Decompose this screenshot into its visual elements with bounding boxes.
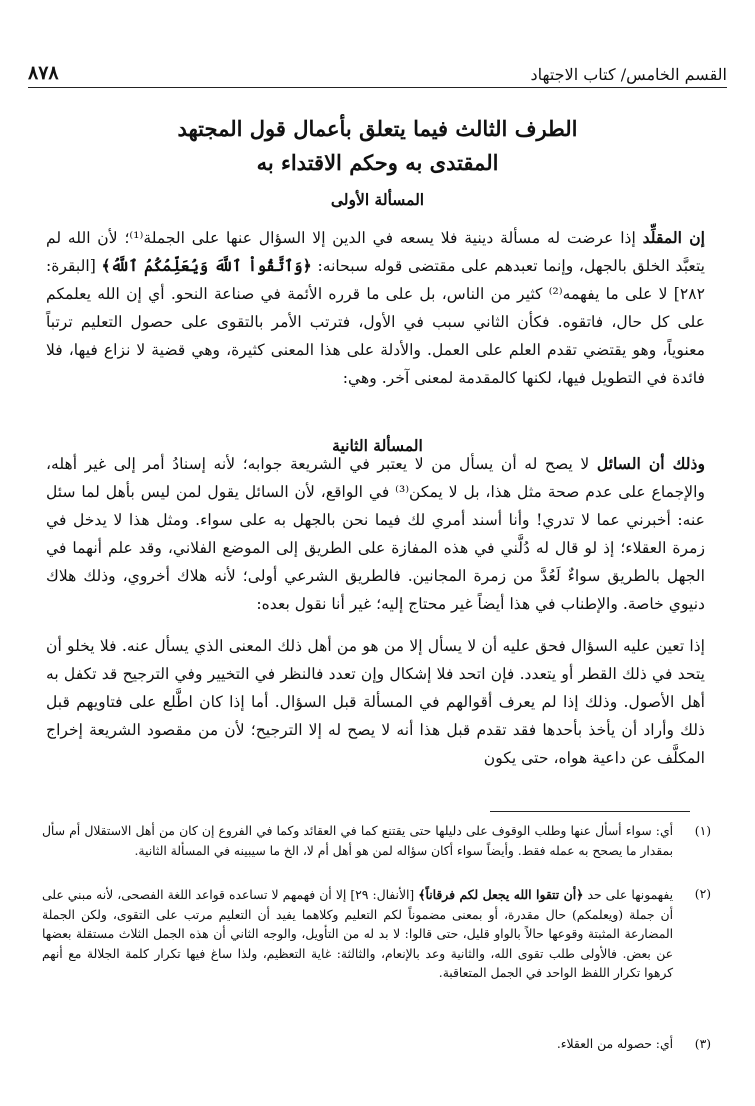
footnote-2-text-b: [الأنفال: ٢٩] إلا أن فهمهم لا تساعده قواعد اللغة الفصحى، لأنه مبني على أن جملة (ويعلمكم) حال مقدرة، أو بمعنى مضموناً لكم التعليم وكلاهما يفيد أن التعليم مرتب على التقوى، ولكن الجملة المضارعة المثبتة وقوعها حالاً بالواو قليل، حتى قالوا: لا بد له من التأويل، والوجه الثاني أن هذه الجمل الثلاث مستقلة بعضها عن بعض. فالأولى طلب تقوى الله، والثانية وعد بالإنعام، والثالثة: غاية التعظيم، ولذا ساغ فيها تكرار كلمة الجلالة مع أنهم كرهوا تكرار اللفظ الواحد في الجمل المتعاقبة. [42, 888, 673, 980]
question-2-paragraph-1 [46, 450, 705, 618]
footnote-3 [42, 1035, 711, 1055]
footnote-1 [42, 822, 711, 861]
footnote-text [42, 885, 673, 984]
chapter-title-line-1: الطرف الثالث فيما يتعلق بأعمال قول المجتهد [177, 116, 578, 141]
footnote-2 [42, 885, 711, 984]
footnote-2-quran: ﴿أن تتقوا الله يجعل لكم فرقاناً﴾ [418, 887, 584, 902]
question-1-text-b: [البقرة: ٢٨٢] لا على ما يفهمه⁽²⁾ كثير من الناس، بل على ما قرره الأئمة في صناعة النحو. أي إن الله يعلمكم على كل حال، فاتقوه. فكأن الثاني سبب في الأول، فترتب الأمر بالتقوى على حصول التعليم ترتباً معنوياً، وهو يقتضي تقدم العلم على العمل. والأدلة على هذا المعنى كثيرة، وهي قضية لا نزاع فيها، فلا فائدة في التطويل فيها، لكنها كالمقدمة لمعنى آخر. وهي: [46, 257, 706, 387]
running-head-section: القسم الخامس/ كتاب الاجتهاد [530, 65, 727, 84]
footnote-number: (١) [694, 824, 711, 838]
question-2-text-a: لا يصح له أن يسأل من لا يعتبر في الشريعة جوابه؛ لأنه إسنادُ أمر إلى غير أهله، والإجماع على عدم صحة مثل هذا، بل لا يمكن⁽³⁾ في الواقع، لأن السائل يقول لمن ليس بأهل لما سئل عنه: أخبرني عما لا تدري! وأنا أسند أمري لك فيما نحن بالجهل به على سواء. ومثل هذا لا يدخل في زمرة العقلاء؛ إذ لو قال له دُلَّني في هذه المفازة على الطريق إلى الموضع الفلاني، وقد علم أنهما في الجهل بالطريق سواءٌ لَعُدَّ من زمرة المجانين. فالطريق الشرعي أولى؛ لأنه هلاك أخروي، وذلك هلاك دنيوي خاصة. والإطناب في هذا أيضاً غير محتاج إليه؛ غير أنا نقول بعده: [46, 455, 705, 613]
page-header [28, 54, 727, 88]
question-1-lead: إن المقلِّد [642, 228, 705, 247]
question-1-paragraph [46, 224, 705, 392]
page-number: ٨٧٨ [28, 62, 59, 84]
footnote-number: (٣) [694, 1037, 711, 1051]
chapter-title [60, 112, 695, 180]
footnote-text: أي: سواء أسأل عنها وطلب الوقوف على دليلها حتى يقتنع كما في العقائد وكما في الفروع إن كان من أهل الاستقلال أم سأل بمقدار ما يصحح به عمله فقط. وأيضاً سواء أكان سؤاله لمن هو أهل أم لا، الخ ما سيبينه في المسألة الثانية. [42, 824, 673, 858]
question-1-title: المسألة الأولى [330, 190, 425, 209]
quran-verse: ﴿وَٱتَّقُواْ ٱللَّهَ وَيُعَلِّمُكُمُ ٱللَّهُ﴾ [101, 256, 312, 275]
chapter-title-line-2: المقتدى به وحكم الاقتداء به [256, 150, 499, 175]
question-2-lead: وذلك أن السائل [596, 454, 706, 473]
footnote-2-text-a: يفهمونها على حد [583, 888, 673, 902]
question-2-paragraph-2: إذا تعين عليه السؤال فحق عليه أن لا يسأل إلا من هو من أهل ذلك المعنى الذي يسأل عنه. فلا يخلو أن يتحد في ذلك القطر أو يتعدد. فإن اتحد فلا إشكال وإن تعدد فالنظر في التخيير وفي الترجيح قد تكفل به أهل الأصول. وذلك إذا لم يعرف أقوالهم في المسألة قبل السؤال. أما إذا كان اطَّلع على فتاويهم قبل ذلك وأراد أن يأخذ بأحدها فقد تقدم قبل هذا أنه لا يصح له إلا الترجيح؛ لأن من مقصود الشريعة إخراج المكلَّف عن داعية هواه، حتى يكون [46, 637, 705, 767]
footnote-number: (٢) [694, 887, 711, 901]
question-2-title: المسألة الثانية [332, 436, 423, 455]
footnote-text: أي: حصوله من العقلاء. [556, 1037, 673, 1051]
footnote-separator [490, 811, 690, 812]
question-1-text-a: إذا عرضت له مسألة دينية فلا يسعه في الدين إلا السؤال عنها على الجملة⁽¹⁾؛ لأن الله لم يتعبَّد الخلق بالجهل، وإنما تعبدهم على مقتضى قوله سبحانه: [46, 229, 705, 275]
